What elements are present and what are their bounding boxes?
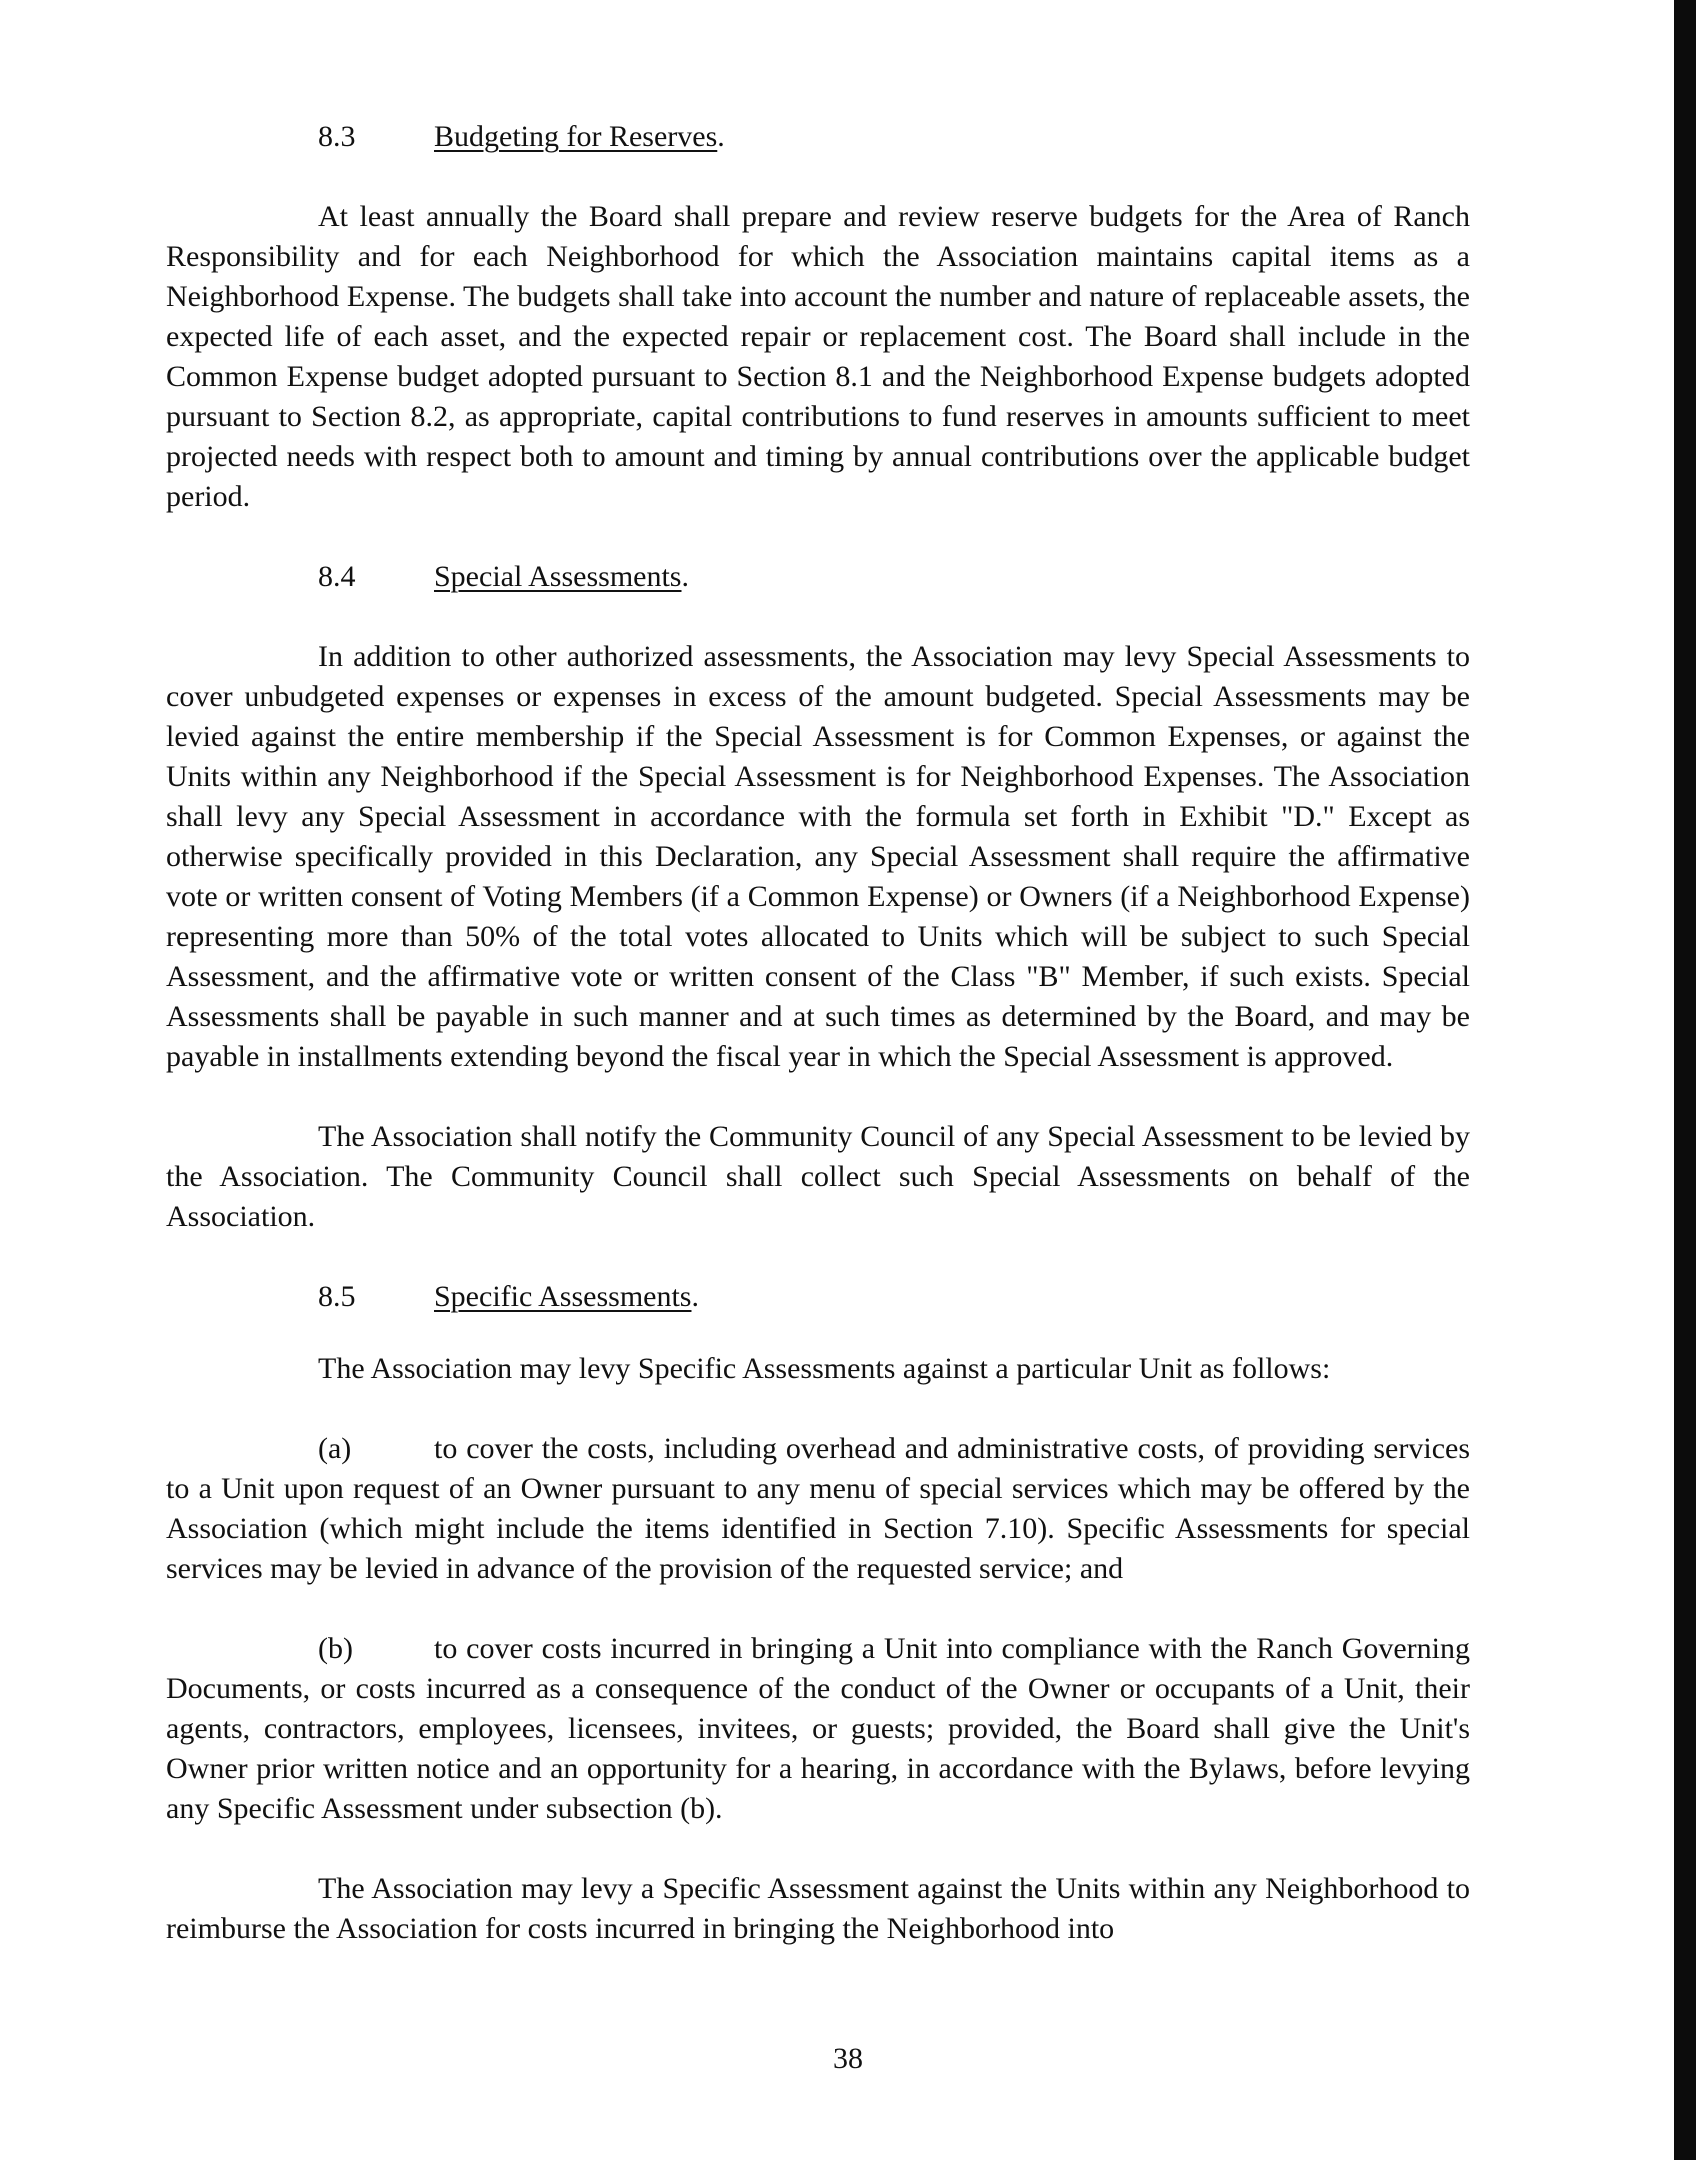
section-heading-8-4 xyxy=(166,557,1470,597)
section-title: Special Assessments xyxy=(434,560,682,593)
subsection-text: to cover costs incurred in bringing a Unit into compliance with the Ranch Governing Documents, or costs incurred as a consequence of the conduct of the Owner or occupants of a Unit, their agents, contractors, employees, licensees, invitees, or guests; provided, the Board shall give the Unit's Owner prior written notice and an opportunity for a hearing, in accordance with the Bylaws, before levying any Specific Assessment under subsection (b). xyxy=(166,1632,1470,1825)
subsection-a xyxy=(166,1429,1470,1589)
page-body xyxy=(166,117,1470,1949)
paragraph-reserve-budgets: At least annually the Board shall prepare and review reserve budgets for the Area of Ranch Responsibility and for each Neighborhood for which the Association maintains capital items as a Neighborhood Expense. The budgets shall take into account the number and nature of replaceable assets, the expected life of each asset, and the expected repair or replacement cost. The Board shall include in the Common Expense budget adopted pursuant to Section 8.1 and the Neighborhood Expense budgets adopted pursuant to Section 8.2, as appropriate, capital contributions to fund reserves in amounts sufficient to meet projected needs with respect both to amount and timing by annual contributions over the applicable budget period. xyxy=(166,200,1470,513)
subsection-b xyxy=(166,1629,1470,1829)
subsection-text: to cover the costs, including overhead and administrative costs, of providing services to a Unit upon request of an Owner pursuant to any menu of special services which may be offered by the Association (which might include the items identified in Section 7.10). Specific Assessments for special services may be levied in advance of the provision of the requested service; and xyxy=(166,1432,1470,1585)
section-number: 8.4 xyxy=(318,560,356,593)
paragraph-neighborhood-reimburse: The Association may levy a Specific Assessment against the Units within any Neighborhood to reimburse the Association for costs incurred in bringing the Neighborhood into xyxy=(166,1872,1470,1945)
heading-period: . xyxy=(691,1280,699,1313)
paragraph-specific-intro: The Association may levy Specific Assessments against a particular Unit as follows: xyxy=(318,1352,1331,1385)
subsection-label: (a) xyxy=(318,1432,352,1465)
section-heading-8-5 xyxy=(166,1277,1470,1317)
scan-edge-bar xyxy=(1674,0,1696,2160)
section-number: 8.5 xyxy=(318,1280,356,1313)
page-number: 38 xyxy=(833,2042,863,2075)
paragraph-special-assessments: In addition to other authorized assessments, the Association may levy Special Assessments to cover unbudgeted expenses or expenses in excess of the amount budgeted. Special Assessments may be levied against the entire membership if the Special Assessment is for Common Expenses, or against the Units within any Neighborhood if the Special Assessment is for Neighborhood Expenses. The Association shall levy any Special Assessment in accordance with the formula set forth in Exhibit "D." Except as otherwise specifically provided in this Declaration, any Special Assessment shall require the affirmative vote or written consent of Voting Members (if a Common Expense) or Owners (if a Neighborhood Expense) representing more than 50% of the total votes allocated to Units which will be subject to such Special Assessment, and the affirmative vote or written consent of the Class "B" Member, if such exists. Special Assessments shall be payable in such manner and at such times as determined by the Board, and may be payable in installments extending beyond the fiscal year in which the Special Assessment is approved. xyxy=(166,640,1470,1073)
section-title: Specific Assessments xyxy=(434,1280,692,1313)
section-title: Budgeting for Reserves xyxy=(434,120,718,153)
heading-period: . xyxy=(717,120,725,153)
section-heading-8-3 xyxy=(166,117,1470,157)
paragraph-community-council: The Association shall notify the Community Council of any Special Assessment to be levied by the Association. The Community Council shall collect such Special Assessments on behalf of the Association. xyxy=(166,1120,1470,1233)
section-number: 8.3 xyxy=(318,120,356,153)
heading-period: . xyxy=(681,560,689,593)
subsection-label: (b) xyxy=(318,1632,353,1665)
